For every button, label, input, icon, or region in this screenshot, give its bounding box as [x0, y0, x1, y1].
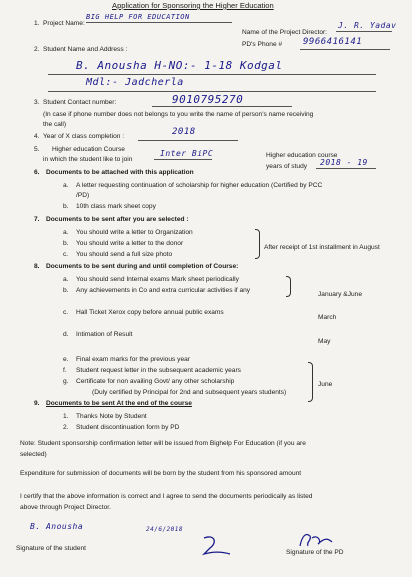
section-8-e-mark: e. — [63, 356, 69, 363]
project-name-line — [86, 22, 232, 23]
item-number-9: 9. — [34, 400, 40, 407]
section-7-brace — [255, 229, 260, 259]
section-7-brace-note: After receipt of 1st installment in August — [264, 244, 380, 251]
section-8-c-when: March — [318, 314, 337, 321]
project-name-value: BIG HELP FOR EDUCATION — [86, 13, 190, 21]
section-8-c-mark: c. — [63, 309, 69, 316]
section-9-item1-mark: 1. — [63, 413, 69, 420]
section-8-g-mark: g. — [63, 378, 69, 385]
x-class-value: 2018 — [172, 127, 196, 137]
contact-note-line1: (In case if phone number does not belongs to you write the name of person's name receiving — [43, 111, 314, 118]
section-9-heading: Documents to be sent At the end of the course — [46, 400, 192, 407]
item-number-1: 1. — [34, 20, 40, 27]
section-8-g-line1: Certificate for non availing Govt/ any other scholarship — [76, 378, 235, 385]
section-9-item2-text: Student discontinuation form by PD — [76, 424, 180, 431]
section-7-b-mark: b. — [63, 240, 69, 247]
section-7-a-text: You should write a letter to Organization — [76, 229, 193, 236]
section-8-e-text: Final exam marks for the previous year — [76, 356, 190, 363]
section-8-c-text: Hall Ticket Xerox copy before annual public exams — [76, 309, 224, 316]
years-label-line2: years of study — [266, 163, 308, 170]
section-8-b-mark: b. — [63, 287, 69, 294]
pd-signature-label: Signature of the PD — [286, 549, 344, 556]
section-8-a-mark: a. — [63, 276, 69, 283]
section-8-ab-brace — [286, 276, 291, 297]
section-6-b-text: 10th class mark sheet copy — [76, 203, 156, 210]
section-8-g-line2: (Duly certified by Principal for 2nd and subsequent years students) — [92, 389, 287, 396]
note-line2: selected) — [20, 451, 47, 458]
project-name-label: Project Name: — [43, 20, 85, 27]
pd-phone-label: PD's Phone # — [242, 41, 283, 48]
item-number-6: 6. — [34, 169, 40, 176]
pd-phone-value: 9966416141 — [303, 37, 363, 47]
section-9-item1-text: Thanks Note by Student — [76, 413, 147, 420]
section-7-b-text: You should write a letter to the donor — [76, 240, 184, 247]
item-number-2: 2. — [34, 46, 40, 53]
course-label-line1: Higher education Course — [52, 146, 125, 153]
contact-note-line2: the call) — [43, 121, 67, 128]
contact-number-line — [152, 106, 292, 107]
student-address-label: Student Name and Address : — [43, 46, 128, 53]
form-title: Application for Sponsoring the Higher Education — [112, 1, 274, 10]
section-7-c-mark: c. — [63, 251, 69, 258]
section-8-a-text: You should send Internal exams Mark sheet periodically — [76, 276, 239, 283]
course-line — [154, 159, 212, 160]
x-class-line — [138, 140, 238, 141]
address-line-2 — [48, 91, 376, 92]
item-number-8: 8. — [34, 263, 40, 270]
section-8-efg-brace — [308, 362, 313, 402]
pd-phone-line — [300, 49, 390, 50]
section-8-ab-when: January &June — [318, 291, 362, 298]
student-signature: B. Anousha — [30, 522, 84, 531]
contact-number-label: Student Contact number: — [43, 99, 117, 106]
address-line-1 — [48, 74, 376, 75]
item-number-7: 7. — [34, 216, 40, 223]
director-name-value: J. R. Yadav — [338, 21, 397, 30]
section-6-b-mark: b. — [63, 203, 69, 210]
years-line — [316, 168, 376, 169]
course-value: Inter BiPC — [160, 149, 214, 158]
certify-line1: I certify that the above information is correct and I agree to send the documents periodically as listed — [20, 493, 313, 500]
expenditure-text: Expenditure for submission of documents will be born by the student from his sponsored amount — [20, 470, 302, 477]
section-6-a-line1: A letter requesting continuation of scholarship for higher education (Certified by PCC — [76, 182, 323, 189]
section-7-c-text: You should send a full size photo — [76, 251, 173, 258]
section-8-d-text: Intimation of Result — [76, 331, 133, 338]
item-number-3: 3. — [34, 99, 40, 106]
section-7-a-mark: a. — [63, 229, 69, 236]
x-class-label: Year of X class completion : — [43, 133, 125, 140]
director-name-line — [336, 31, 392, 32]
section-8-d-mark: d. — [63, 331, 69, 338]
director-name-label: Name of the Project Director: — [242, 29, 328, 36]
years-value: 2018 - 19 — [320, 158, 368, 167]
student-address-line1: B. Anousha H-NO:- 1-18 Kodgal — [76, 59, 283, 72]
student-address-line2: Mdl:- Jadcherla — [86, 77, 184, 88]
contact-number-value: 9010795270 — [172, 93, 244, 106]
section-9-item2-mark: 2. — [63, 424, 69, 431]
section-8-f-mark: f. — [63, 367, 67, 374]
student-signature-label: Signature of the student — [16, 545, 87, 552]
item-number-5: 5. — [34, 146, 40, 153]
section-6-heading: Documents to be attached with this application — [46, 169, 194, 176]
section-8-efg-when: June — [318, 381, 333, 388]
item-number-4: 4. — [34, 133, 40, 140]
section-6-a-mark: a. — [63, 182, 69, 189]
course-label-line2: in which the student like to join — [43, 156, 133, 163]
section-8-heading: Documents to be sent during and until completion of Course: — [46, 263, 239, 270]
note-line1: Note: Student sponsorship confirmation letter will be issued from Bighelp For Education (if you are — [20, 440, 306, 447]
section-7-heading: Documents to be sent after you are selected : — [46, 216, 189, 223]
section-8-f-text: Student request letter in the subsequent academic years — [76, 367, 241, 374]
section-6-a-line2: /PD) — [76, 192, 90, 199]
years-label-line1: Higher education course — [266, 152, 338, 159]
section-8-d-when: May — [318, 338, 331, 345]
signature-date: 24/6/2018 — [146, 526, 184, 533]
date-scribble-signature — [196, 532, 236, 562]
certify-line2: above through Project Director. — [20, 504, 111, 511]
section-8-b-text: Any achievements in Co and extra curricular activities if any — [76, 287, 251, 294]
